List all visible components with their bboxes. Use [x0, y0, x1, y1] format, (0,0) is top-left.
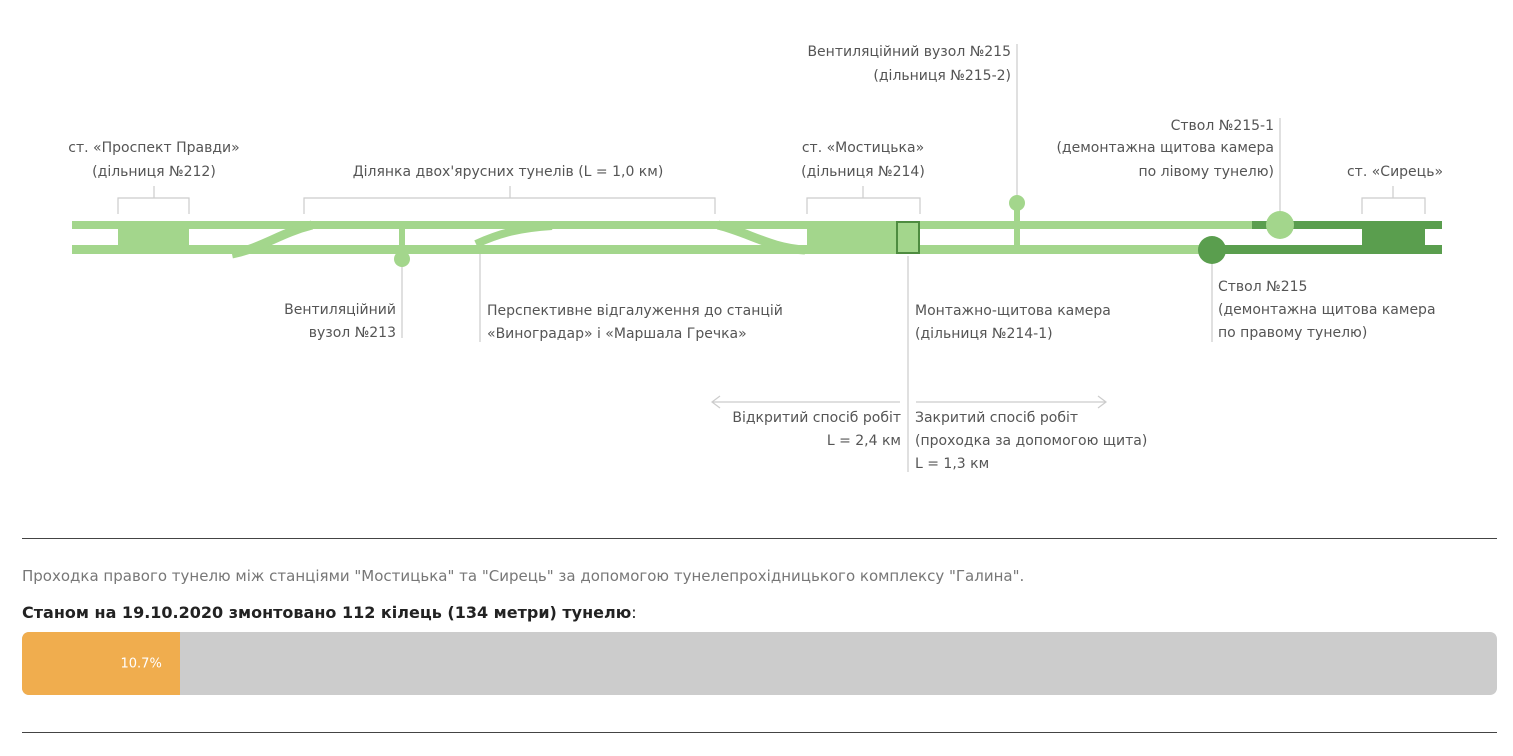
- bottom-divider: [22, 732, 1497, 733]
- shaft-215-1-desc-1: (демонтажна щитова камера: [1056, 140, 1274, 156]
- vent-215-label: Вентиляційний вузол №215: [807, 44, 1011, 60]
- diagram-labels: [68, 44, 1443, 472]
- mounting-chamber-label: Монтажно-щитова камера: [915, 303, 1111, 319]
- progress-caption: Проходка правого тунелю між станціями "Мостицька" та "Сирець" за допомогою тунелепрохідницького комплексу "Галина".: [22, 567, 1025, 585]
- station-pravdy-section: (дільниця №212): [92, 164, 216, 180]
- open-method-label: Відкритий спосіб робіт: [732, 410, 901, 426]
- vent-215-section: (дільниця №215-2): [873, 68, 1011, 84]
- mounting-chamber: [897, 222, 919, 253]
- shaft-215-desc-1: (демонтажна щитова камера: [1218, 302, 1436, 318]
- station-syrets-label: ст. «Сирець»: [1346, 164, 1444, 180]
- shaft-215-1-desc-2: по лівому тунелю): [1138, 164, 1274, 180]
- progress-bar-label: 10.7%: [120, 656, 162, 671]
- vent-213-label-1: Вентиляційний: [284, 302, 396, 318]
- shaft-215-label: Ствол №215: [1218, 279, 1308, 295]
- tracks: [72, 195, 1442, 267]
- station-pravdy: [118, 221, 189, 254]
- branch-label-2: «Виноградар» і «Маршала Гречка»: [487, 326, 747, 342]
- closed-method-desc: (проходка за допомогою щита): [915, 433, 1148, 449]
- closed-method-label: Закритий спосіб робіт: [915, 410, 1079, 426]
- double-tier-label: Ділянка двох'ярусних тунелів (L = 1,0 км): [352, 164, 664, 180]
- vent-213-node: [394, 251, 410, 267]
- progress-bar: [22, 632, 1497, 695]
- vent-215-node: [1009, 195, 1025, 211]
- open-method-length: L = 2,4 км: [826, 433, 901, 449]
- progress-status: [22, 603, 637, 622]
- station-mostytska-section: (дільниця №214): [801, 164, 925, 180]
- shaft-215-desc-2: по правому тунелю): [1218, 325, 1368, 341]
- station-syrets: [1362, 221, 1425, 254]
- closed-method-length: L = 1,3 км: [915, 456, 990, 472]
- shaft-215-1-label: Ствол №215-1: [1170, 118, 1274, 134]
- station-pravdy-label: ст. «Проспект Правди»: [68, 140, 240, 156]
- station-mostytska-label: ст. «Мостицька»: [801, 140, 925, 156]
- leader-lines: [118, 44, 1425, 472]
- mounting-chamber-section: (дільниця №214-1): [915, 326, 1053, 342]
- vent-213-label-2: вузол №213: [308, 325, 396, 341]
- branch-label-1: Перспективне відгалуження до станцій: [487, 303, 783, 319]
- shaft-215-node: [1198, 236, 1226, 264]
- progress-bar-fill: [22, 632, 180, 695]
- progress-status-text: Станом на 19.10.2020 змонтовано 112 кілець (134 метри) тунелю: [22, 603, 632, 622]
- shaft-215-1-node: [1266, 211, 1294, 239]
- top-divider: [22, 538, 1497, 539]
- progress-status-suffix: :: [631, 603, 637, 622]
